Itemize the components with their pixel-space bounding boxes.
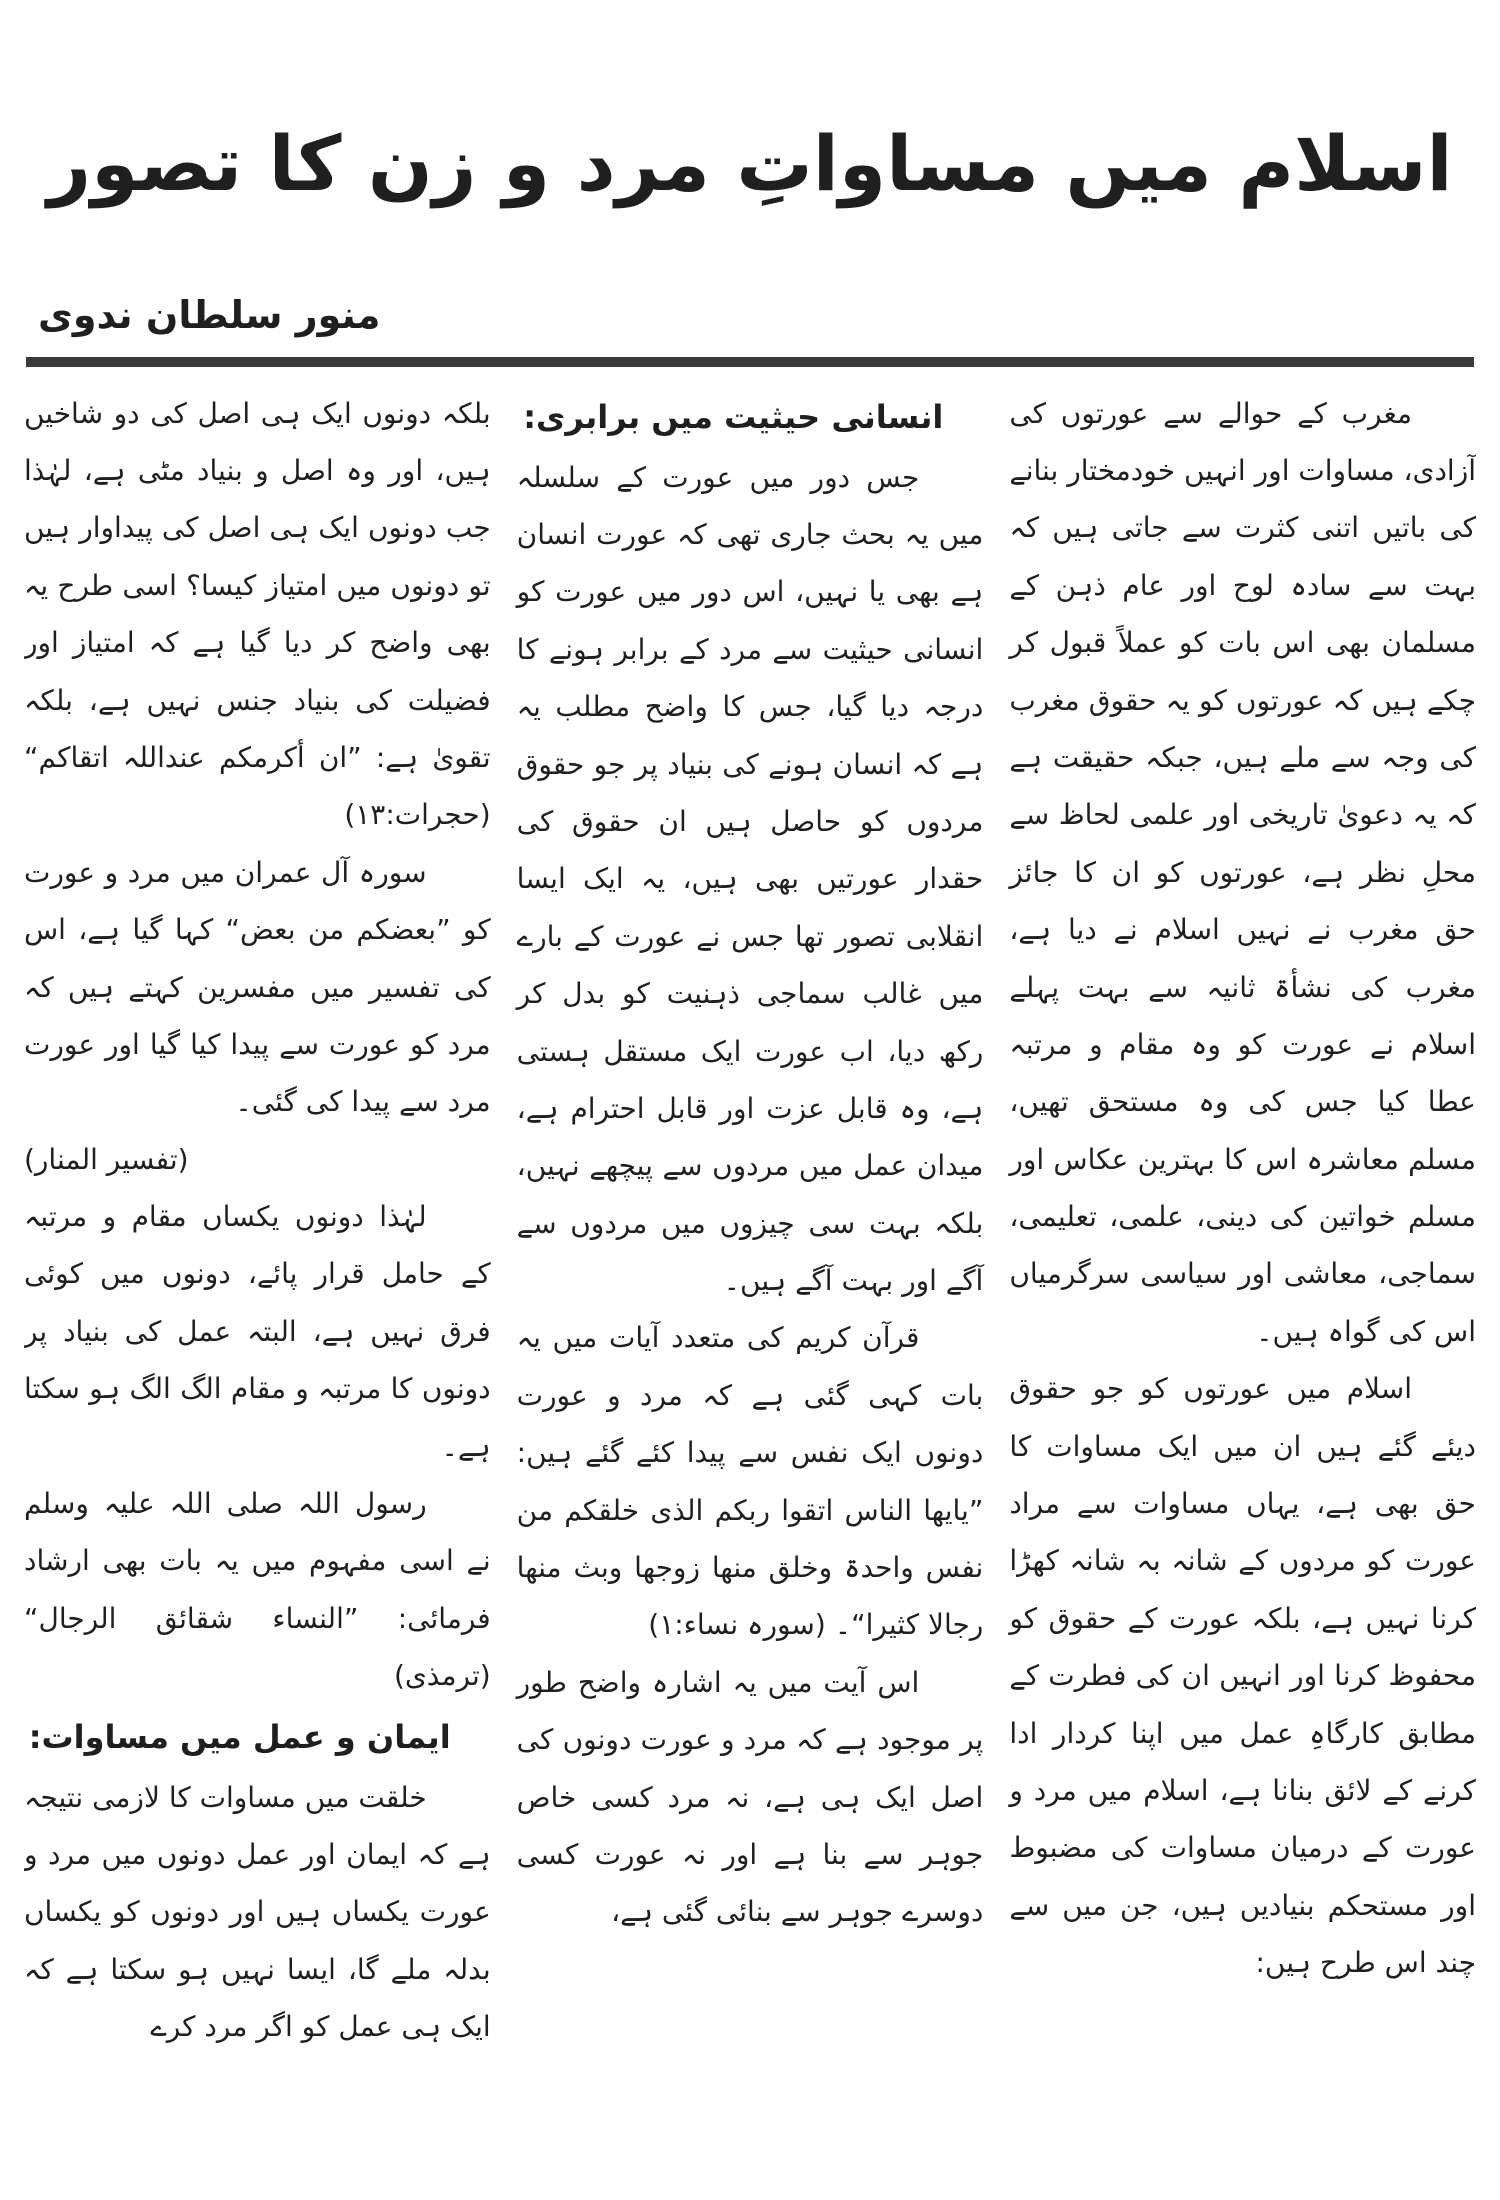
section-heading: ایمان و عمل میں مساوات:	[28, 1717, 451, 1756]
column-2	[517, 385, 984, 2100]
paragraph: قرآن کریم کی متعدد آیات میں یہ بات کہی گئی ہے کہ مرد و عورت دونوں ایک نفس سے پیدا کئے گئے ہیں: ”یایھا الناس اتقوا ربکم الذی خلقکم من نفس واحدۃ وخلق منھا زوجھا وبث منھا رجالا کثیرا“۔ (سورہ نساء:۱)	[516, 1321, 984, 1642]
paragraph: رسول اللہ صلی اللہ علیہ وسلم نے اسی مفہوم میں یہ بات بھی ارشاد فرمائی: ”النساء شقائق الرجال“ (ترمذی)	[24, 1487, 491, 1693]
column-3	[24, 385, 491, 2100]
paragraph: اسلام میں عورتوں کو جو حقوق دیئے گئے ہیں ان میں ایک مساوات کا حق بھی ہے، یہاں مساوات سے مراد عورت کو مردوں کے شانہ بہ شانہ کھڑا کرنا نہیں ہے، بلکہ عورت کے حقوق کو محفوظ کرنا اور انہیں ان کی فطرت کے مطابق کارگاہِ عمل میں اپنا کردار ادا کرنے کے لائق بنانا ہے، اسلام میں مرد و عورت کے درمیان مساوات کی مضبوط اور مستحکم بنیادیں ہیں، جن میں سے چند اس طرح ہیں:	[1009, 1372, 1476, 1980]
paragraph: اس آیت میں یہ اشارہ واضح طور پر موجود ہے کہ مرد و عورت دونوں کی اصل ایک ہی ہے، نہ مرد کسی خاص جوہر سے بنا ہے اور نہ عورت کسی دوسرے جوہر سے بنائی گئی ہے،	[516, 1665, 984, 1929]
paragraph: جس دور میں عورت کے سلسلہ میں یہ بحث جاری تھی کہ عورت انسان ہے بھی یا نہیں، اس دور میں عورت کو انسانی حیثیت سے مرد کے برابر ہونے کا درجہ دیا گیا، جس کا واضح مطلب یہ ہے کہ انسان ہونے کی بنیاد پر جو حقوق مردوں کو حاصل ہیں ان حقوق کی حقدار عورتیں بھی ہیں، یہ ایک ایسا انقلابی تصور تھا جس نے عورت کے بارے میں غالب سماجی ذہنیت کو بدل کر رکھ دیا، اب عورت ایک مستقل ہستی ہے، وہ قابل عزت اور قابل احترام ہے، میدان عمل میں مردوں سے پیچھے نہیں، بلکہ بہت سی چیزوں میں مردوں سے آگے اور بہت آگے ہیں۔	[516, 460, 984, 1298]
paragraph: سورہ آل عمران میں مرد و عورت کو ”بعضکم من بعض“ کہا گیا ہے، اس کی تفسیر میں مفسرین کہتے ہیں کہ مرد کو عورت سے پیدا کیا گیا اور عورت مرد سے پیدا کی گئی۔	[24, 855, 491, 1119]
paragraph: مغرب کے حوالے سے عورتوں کی آزادی، مساوات اور انہیں خودمختار بنانے کی باتیں اتنی کثرت سے جاتی ہیں کہ بہت سے سادہ لوح اور عام ذہن کے مسلمان بھی اس بات کو عملاً قبول کر چکے ہیں کہ عورتوں کو یہ حقوق مغرب کی وجہ سے ملے ہیں، جبکہ حقیقت ہے کہ یہ دعویٰ تاریخی اور علمی لحاظ سے محلِ نظر ہے، عورتوں کو ان کا جائز حق مغرب نے نہیں اسلام نے دیا ہے، مغرب کی نشأۃ ثانیہ سے بہت پہلے اسلام نے عورت کو وہ مقام و مرتبہ عطا کیا جس کی وہ مستحق تھیں، مسلم معاشرہ اس کا بہترین عکاس اور مسلم خواتین کی دینی، علمی، تعلیمی، سماجی، معاشی اور سیاسی سرگرمیاں اس کی گواہ ہیں۔	[1009, 396, 1476, 1348]
page-title: اسلام میں مساواتِ مرد و زن کا تصور	[47, 118, 1453, 208]
masthead	[24, 79, 1476, 357]
column-1	[1009, 385, 1476, 2100]
paragraph: لہٰذا دونوں یکساں مقام و مرتبہ کے حامل قرار پائے، دونوں میں کوئی فرق نہیں ہے، البتہ عمل کی بنیاد پر دونوں کا مرتبہ و مقام الگ الگ ہو سکتا ہے۔	[24, 1200, 491, 1463]
paragraph: خلقت میں مساوات کا لازمی نتیجہ ہے کہ ایمان اور عمل دونوں میں مرد و عورت یکساں ہیں اور دونوں کو یکساں بدلہ ملے گا، ایسا نہیں ہو سکتا ہے کہ ایک ہی عمل کو اگر مرد کرے	[24, 1780, 491, 2044]
section-heading: انسانی حیثیت میں برابری:	[523, 397, 944, 436]
paragraph: بلکہ دونوں ایک ہی اصل کی دو شاخیں ہیں، اور وہ اصل و بنیاد مٹی ہے، لہٰذا جب دونوں ایک ہی اصل کی پیداوار ہیں تو دونوں میں امتیاز کیسا؟ اسی طرح یہ بھی واضح کر دیا گیا ہے کہ امتیاز اور فضیلت کی بنیاد جنس نہیں ہے، بلکہ تقویٰ ہے: ”ان أکرمکم عنداللہ اتقاکم“ (حجرات:۱۳)	[24, 396, 491, 832]
citation-line: (تفسیر المنار)	[24, 1142, 189, 1176]
title-divider	[26, 357, 1474, 367]
article-columns	[24, 367, 1476, 2100]
author-name: منور سلطان ندوی	[38, 292, 381, 337]
